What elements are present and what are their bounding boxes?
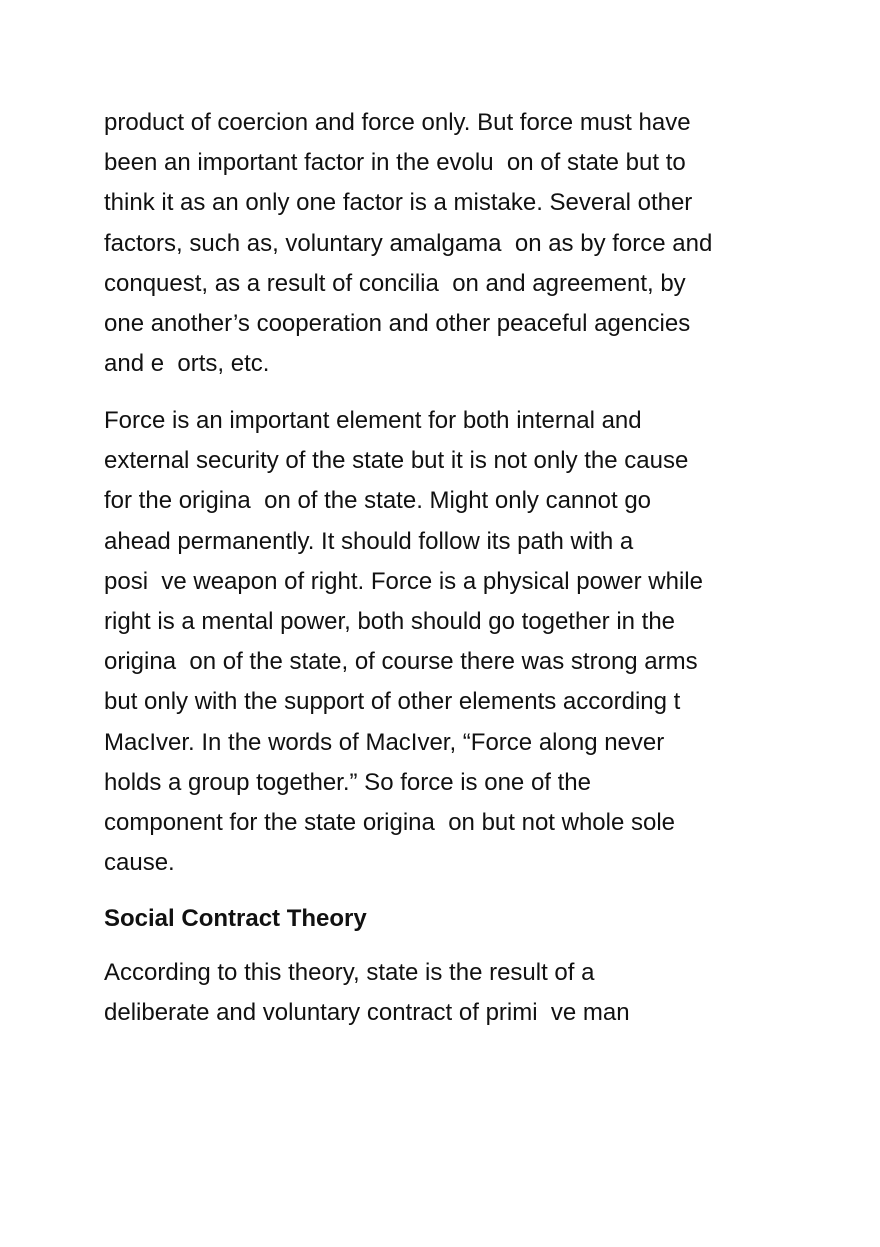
text-line: product of coercion and force only. But force must have (104, 109, 691, 136)
text-line: cause. (104, 849, 175, 877)
text-line: According to this theory, state is the result of a (104, 959, 595, 986)
paragraph-force-element (104, 401, 804, 883)
text-line: but only with the support of other elements according t (104, 688, 681, 716)
text-line: conquest, as a result of concilia on and agreement, by (104, 269, 686, 297)
text-line: right is a mental power, both should go together in the (104, 607, 676, 635)
text-line: factors, such as, voluntary amalgama on as by force and (104, 229, 713, 257)
text-line: Force is an important element for both internal and (104, 407, 642, 434)
text-line: one another’s cooperation and other peaceful agencies (104, 309, 691, 337)
text-line: and e orts, etc. (104, 350, 270, 378)
text-line: external security of the state but it is not only the cause (104, 447, 689, 475)
text-line: ahead permanently. It should follow its path with a (104, 527, 634, 555)
text-line: holds a group together.” So force is one of the (104, 768, 591, 796)
section-heading: Social Contract Theory (104, 905, 367, 932)
text-line: origina on of the state, of course there was strong arms (104, 648, 698, 676)
paragraph-social-contract (104, 953, 804, 1033)
text-line: deliberate and voluntary contract of primi ve man (104, 999, 630, 1027)
text-line: MacIver. In the words of MacIver, “Force along never (104, 728, 665, 756)
text-line: for the origina on of the state. Might only cannot go (104, 487, 652, 515)
text-line: component for the state origina on but not whole sole (104, 808, 676, 836)
text-line: been an important factor in the evolu on of state but to (104, 149, 686, 177)
paragraph-force-evolution (104, 103, 804, 384)
text-line: think it as an only one factor is a mistake. Several other (104, 189, 693, 217)
text-line: posi ve weapon of right. Force is a physical power while (104, 567, 703, 595)
